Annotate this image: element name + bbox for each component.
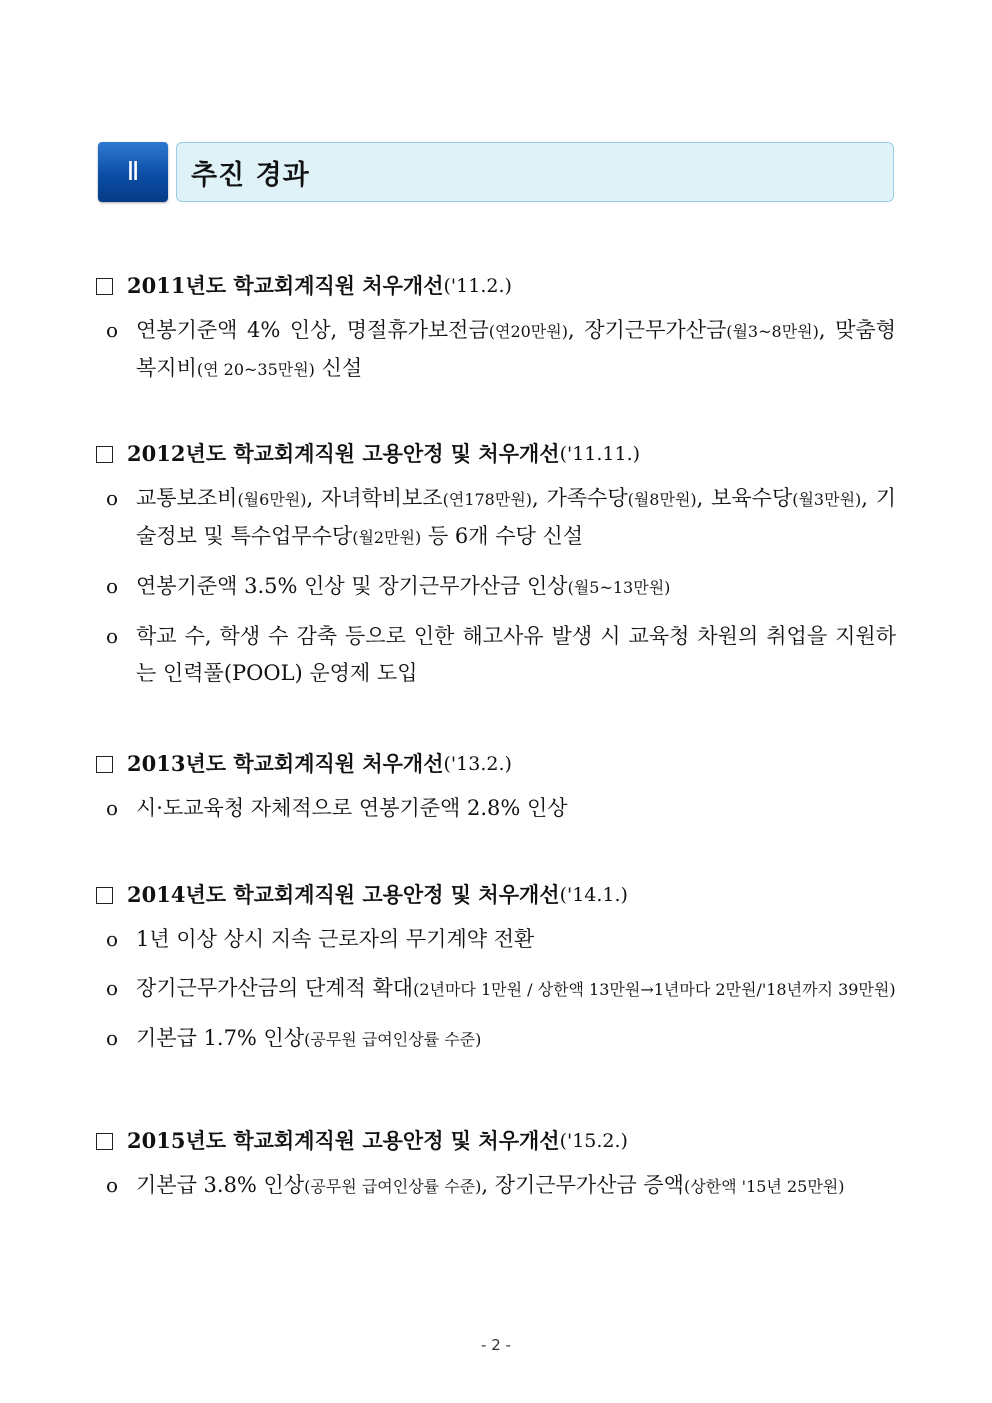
list-item bbox=[96, 921, 896, 958]
bullet-icon: o bbox=[106, 1026, 119, 1050]
section-heading-text: 2015년도 학교회계직원 고용안정 및 처우개선 bbox=[127, 1128, 560, 1153]
section-title: 추진 경과 bbox=[191, 160, 310, 191]
item-text: , 장기근무가산금 증액 bbox=[481, 1173, 684, 1197]
section-4 bbox=[96, 881, 906, 1058]
list-item bbox=[96, 480, 896, 556]
list-item-text bbox=[136, 1167, 896, 1205]
item-text: , 보육수당 bbox=[696, 486, 793, 510]
list-item-text bbox=[136, 618, 896, 692]
list-item-text bbox=[136, 568, 896, 606]
section-1 bbox=[96, 272, 906, 388]
section-heading bbox=[96, 272, 906, 300]
item-detail: (월6만원) bbox=[237, 490, 307, 509]
bullet-icon: o bbox=[106, 574, 119, 598]
item-detail: (연20만원) bbox=[488, 322, 568, 341]
section-numeral: Ⅱ bbox=[98, 142, 168, 202]
item-text: 연봉기준액 4% 인상, 명절휴가보전금 bbox=[136, 318, 489, 342]
item-text: 교통보조비 bbox=[136, 486, 238, 510]
item-detail: (상한액 '15년 25만원) bbox=[683, 1177, 845, 1196]
item-text: 기본급 1.7% 인상 bbox=[136, 1026, 305, 1050]
section-heading-text: 2012년도 학교회계직원 고용안정 및 처우개선 bbox=[127, 441, 560, 466]
bullet-icon: o bbox=[106, 927, 119, 951]
item-detail: (월2만원) bbox=[352, 528, 422, 547]
list-item bbox=[96, 790, 896, 827]
list-item bbox=[96, 970, 896, 1008]
list-item-text bbox=[136, 312, 896, 388]
item-text: 1년 이상 상시 지속 근로자의 무기계약 전환 bbox=[136, 927, 535, 951]
section-heading-date: ('14.1.) bbox=[559, 884, 628, 906]
checkbox-square-icon bbox=[96, 887, 113, 904]
section-title-box bbox=[176, 142, 894, 202]
section-heading-date: ('11.11.) bbox=[559, 443, 641, 465]
list-item-text bbox=[136, 921, 896, 958]
section-heading-text: 2011년도 학교회계직원 처우개선 bbox=[127, 273, 444, 298]
item-detail: (월3~8만원) bbox=[726, 322, 819, 341]
item-detail: (공무원 급여인상률 수준) bbox=[304, 1030, 482, 1049]
item-text: 연봉기준액 3.5% 인상 및 장기근무가산금 인상 bbox=[136, 574, 568, 598]
bullet-icon: o bbox=[106, 624, 119, 648]
item-text: , 장기근무가산금 bbox=[567, 318, 727, 342]
item-text: , 맞춤형복지비 bbox=[136, 318, 896, 380]
page-number: - 2 - bbox=[481, 1336, 511, 1354]
section-heading bbox=[96, 440, 906, 468]
section-3 bbox=[96, 750, 906, 827]
list-item-text bbox=[136, 970, 896, 1008]
list-item bbox=[96, 618, 896, 692]
section-heading-date: ('13.2.) bbox=[443, 753, 512, 775]
section-heading-date: ('15.2.) bbox=[559, 1130, 628, 1152]
section-heading-date: ('11.2.) bbox=[443, 275, 512, 297]
bullet-icon: o bbox=[106, 486, 119, 510]
list-item bbox=[96, 1167, 896, 1205]
list-item-text bbox=[136, 480, 896, 556]
item-text: , 자녀학비보조 bbox=[306, 486, 443, 510]
item-text: 기본급 3.8% 인상 bbox=[136, 1173, 305, 1197]
section-heading bbox=[96, 750, 906, 778]
item-detail: (공무원 급여인상률 수준) bbox=[304, 1177, 482, 1196]
checkbox-square-icon bbox=[96, 446, 113, 463]
list-item bbox=[96, 568, 896, 606]
section-5 bbox=[96, 1127, 906, 1205]
item-detail: (2년마다 1만원 / 상한액 13만원→1년마다 2만원/'18년까지 39만원) bbox=[413, 980, 896, 999]
list-item bbox=[96, 312, 896, 388]
item-detail: (월5~13만원) bbox=[567, 578, 671, 597]
section-heading-text: 2013년도 학교회계직원 처우개선 bbox=[127, 751, 444, 776]
item-text: 장기근무가산금의 단계적 확대 bbox=[136, 976, 414, 1000]
item-text: 신설 bbox=[314, 356, 363, 380]
item-detail: (연 20~35만원) bbox=[196, 360, 315, 379]
item-text: 학교 수, 학생 수 감축 등으로 인한 해고사유 발생 시 교육청 차원의 취업을 지원하는 인력풀(POOL) 운영제 도입 bbox=[136, 624, 896, 685]
item-text: , 기술정보 및 특수업무수당 bbox=[136, 486, 896, 548]
bullet-icon: o bbox=[106, 976, 119, 1000]
list-item bbox=[96, 1020, 896, 1058]
section-header bbox=[98, 142, 894, 202]
section-heading-text: 2014년도 학교회계직원 고용안정 및 처우개선 bbox=[127, 882, 560, 907]
item-detail: (월3만원) bbox=[792, 490, 862, 509]
item-text: 등 6개 수당 신설 bbox=[421, 524, 584, 548]
item-text: 시·도교육청 자체적으로 연봉기준액 2.8% 인상 bbox=[136, 796, 568, 820]
checkbox-square-icon bbox=[96, 278, 113, 295]
list-item-text bbox=[136, 1020, 896, 1058]
item-detail: (월8만원) bbox=[627, 490, 697, 509]
bullet-icon: o bbox=[106, 1173, 119, 1197]
list-item-text bbox=[136, 790, 896, 827]
item-text: , 가족수당 bbox=[532, 486, 628, 510]
section-heading bbox=[96, 881, 906, 909]
item-detail: (연178만원) bbox=[442, 490, 533, 509]
section-2 bbox=[96, 440, 906, 692]
bullet-icon: o bbox=[106, 796, 119, 820]
checkbox-square-icon bbox=[96, 756, 113, 773]
checkbox-square-icon bbox=[96, 1133, 113, 1150]
section-heading bbox=[96, 1127, 906, 1155]
bullet-icon: o bbox=[106, 318, 119, 342]
